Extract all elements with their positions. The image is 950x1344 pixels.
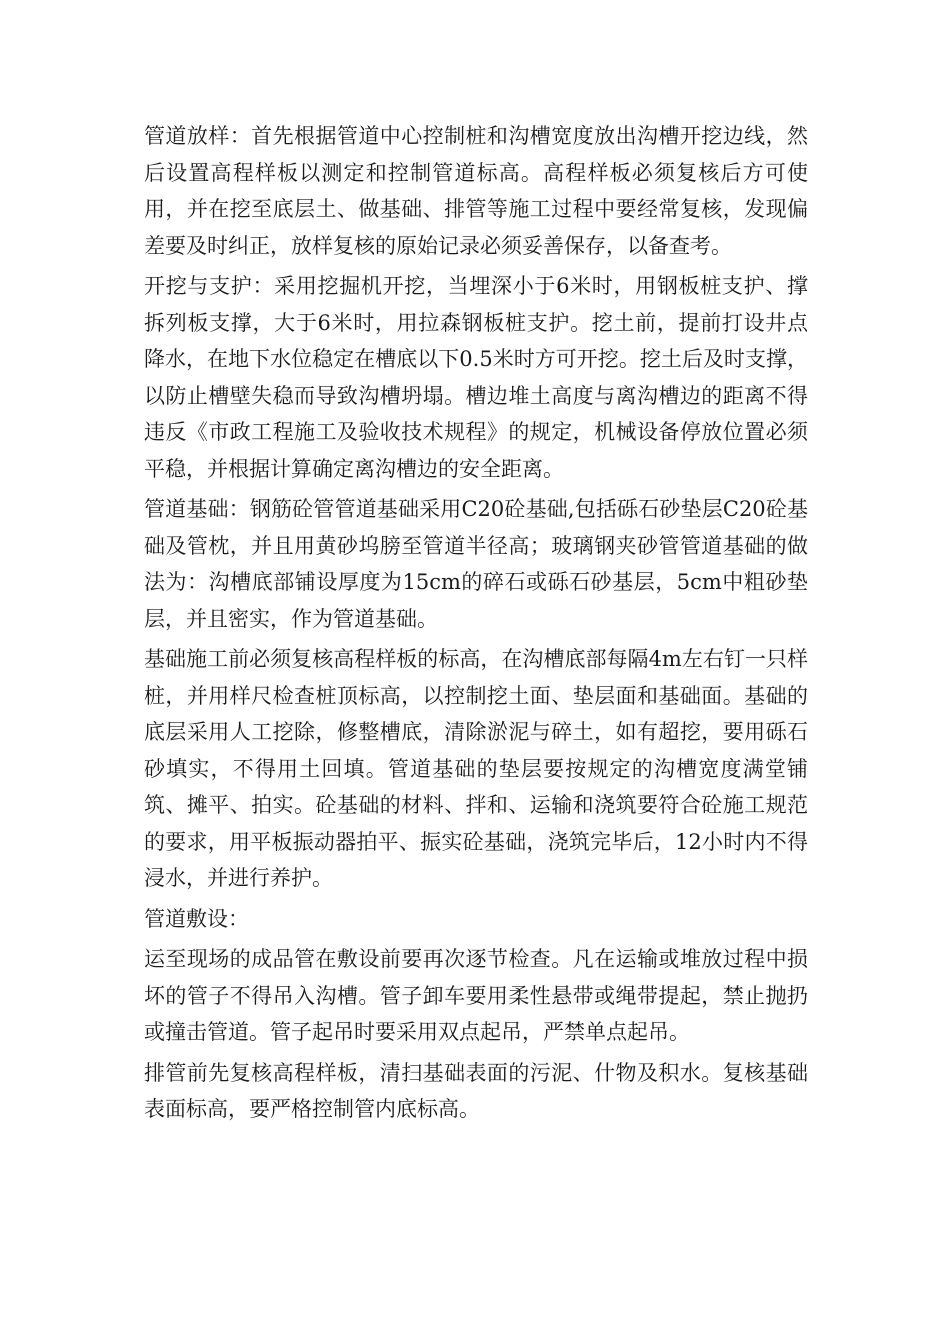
paragraph-excavation-support: 开挖与支护：采用挖掘机开挖，当埋深小于6米时，用钢板桩支护、撑拆列板支撑，大于6米时，用拉森钢板桩支护。挖土前，提前打设井点降水，在地下水位稳定在槽底以下0.5米时方可开挖。挖土后及时支撑，以防止槽壁失稳而导致沟槽坍塌。槽边堆土高度与离沟槽边的距离不得违反《市政工程施工及验收技术规程》的规定，机械设备停放位置必须平稳，并根据计算确定离沟槽边的安全距离。 — [144, 274, 808, 481]
paragraph-pipe-layout: 管道放样：首先根据管道中心控制桩和沟槽宽度放出沟槽开挖边线，然后设置高程样板以测定和控制管道标高。高程样板必须复核后方可使用，并在挖至底层土、做基础、排管等施工过程中要经常复核，发现偏差要及时纠正，放样复核的原始记录必须妥善保存，以备查考。 — [144, 124, 808, 258]
paragraph-pipe-inspection: 运至现场的成品管在敷设前要再次逐节检查。凡在运输或堆放过程中损坏的管子不得吊入沟槽。管子卸车要用柔性悬带或绳带提起，禁止抛扔或撞击管道。管子起吊时要采用双点起吊，严禁单点起吊。 — [144, 947, 808, 1044]
paragraph-pre-laying-check: 排管前先复核高程样板，清扫基础表面的污泥、什物及积水。复核基础表面标高，要严格控制管内底标高。 — [144, 1060, 808, 1121]
paragraph-foundation-construction: 基础施工前必须复核高程样板的标高，在沟槽底部每隔4m左右钉一只样桩，并用样尺检查桩顶标高，以控制挖土面、垫层面和基础面。基础的底层采用人工挖除，修整槽底，清除淤泥与碎土，如有超挖，要用砾石砂填实，不得用土回填。管道基础的垫层要按规定的沟槽宽度满堂铺筑、摊平、拍实。砼基础的材料、拌和、运输和浇筑要符合砼施工规范的要求，用平板振动器拍平、振实砼基础，浇筑完毕后，12小时内不得浸水，并进行养护。 — [144, 647, 808, 890]
document-body — [144, 118, 808, 1132]
paragraph-pipe-laying-heading: 管道敷设： — [144, 906, 249, 931]
paragraph-pipe-foundation: 管道基础：钢筋砼管管道基础采用C20砼基础,包括砾石砂垫层C20砼基础及管枕，并且用黄砂坞膀至管道半径高；玻璃钢夹砂管管道基础的做法为：沟槽底部铺设厚度为15cm的碎石或砾石砂基层，5cm中粗砂垫层，并且密实，作为管道基础。 — [144, 497, 808, 631]
